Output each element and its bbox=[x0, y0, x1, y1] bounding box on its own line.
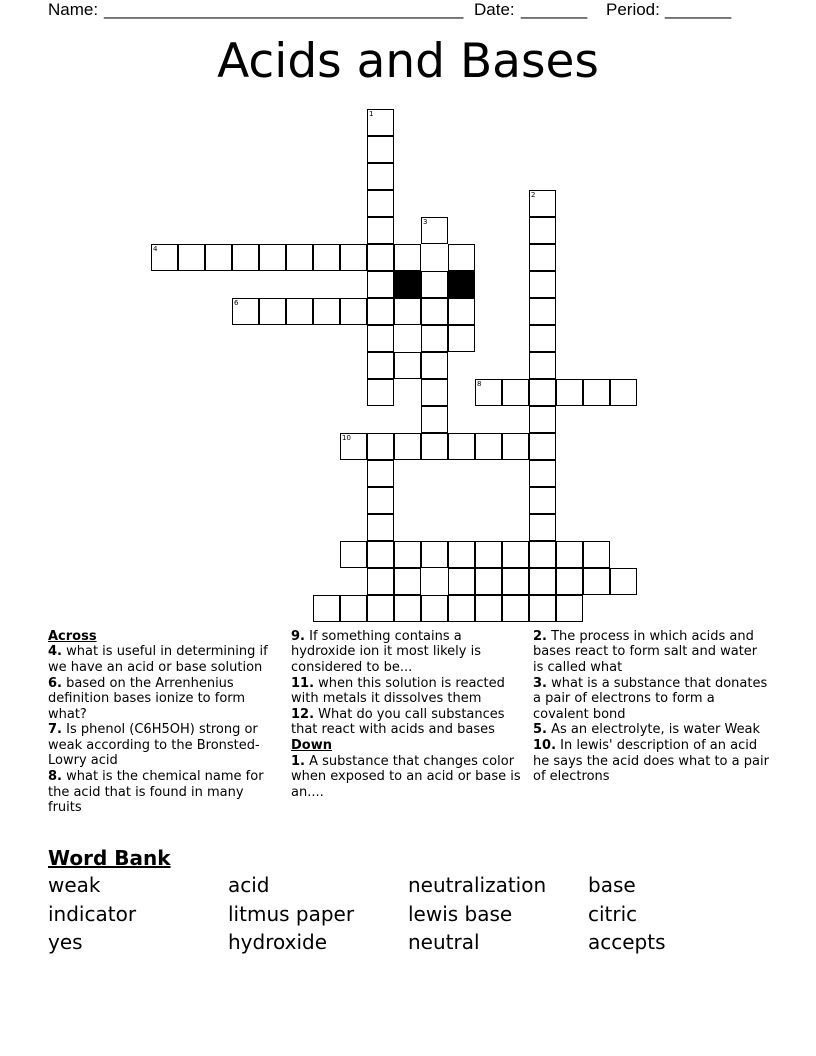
crossword-cell[interactable] bbox=[556, 541, 583, 568]
crossword-cell[interactable] bbox=[151, 244, 178, 271]
crossword-cell[interactable] bbox=[610, 379, 637, 406]
crossword-cell[interactable] bbox=[475, 379, 502, 406]
crossword-cell[interactable] bbox=[448, 541, 475, 568]
crossword-cell[interactable] bbox=[367, 298, 394, 325]
crossword-cell[interactable] bbox=[475, 541, 502, 568]
word-bank-item: accepts bbox=[588, 930, 666, 954]
crossword-cell[interactable] bbox=[556, 595, 583, 622]
crossword-cell[interactable] bbox=[529, 271, 556, 298]
across-heading: Across bbox=[48, 629, 97, 644]
date-label: Date: bbox=[474, 0, 515, 19]
crossword-cell[interactable] bbox=[367, 190, 394, 217]
crossword-cell[interactable] bbox=[367, 217, 394, 244]
clue-across-12: 12. What do you call substances that react with acids and bases bbox=[291, 707, 505, 738]
clue-down-3: 3. what is a substance that donates a pair of electrons to form a covalent bond bbox=[533, 675, 768, 722]
crossword-cell[interactable] bbox=[313, 595, 340, 622]
clue-across-7: 7. Is phenol (C6H5OH) strong or weak according to the Bronsted-Lowry acid bbox=[48, 722, 260, 769]
crossword-cell[interactable] bbox=[367, 109, 394, 136]
crossword-cell[interactable] bbox=[583, 541, 610, 568]
crossword-cell[interactable] bbox=[502, 595, 529, 622]
crossword-cell[interactable] bbox=[421, 595, 448, 622]
crossword-cell[interactable] bbox=[421, 325, 448, 352]
clue-across-9: 9. If something contains a hydroxide ion it most likely is considered to be... bbox=[291, 629, 481, 675]
crossword-cell[interactable] bbox=[448, 595, 475, 622]
word-bank-item: lewis base bbox=[408, 901, 513, 926]
crossword-cell[interactable] bbox=[475, 595, 502, 622]
page-title: Acids and Bases bbox=[217, 34, 599, 89]
crossword-cell[interactable] bbox=[367, 595, 394, 622]
crossword-cell[interactable] bbox=[529, 325, 556, 352]
crossword-cell[interactable] bbox=[529, 541, 556, 568]
clue-down-5: 5. As an electrolyte, is water Weak bbox=[533, 722, 761, 738]
crossword-cell[interactable] bbox=[583, 568, 610, 595]
crossword-cell[interactable] bbox=[556, 568, 583, 595]
crossword-cell[interactable] bbox=[529, 460, 556, 487]
crossword-cell[interactable] bbox=[529, 433, 556, 460]
clue-down-1: 1. A substance that changes color when exposed to an acid or base is an.... bbox=[291, 753, 521, 800]
crossword-cell[interactable] bbox=[529, 298, 556, 325]
clue-number: 6 bbox=[234, 299, 239, 307]
word-bank-item: acid bbox=[228, 873, 270, 897]
crossword-cell[interactable] bbox=[367, 136, 394, 163]
crossword-cell[interactable] bbox=[394, 244, 421, 271]
crossword-cell[interactable] bbox=[421, 352, 448, 379]
name-label: Name: bbox=[48, 0, 99, 19]
crossword-cell[interactable] bbox=[340, 595, 367, 622]
crossword-cell[interactable] bbox=[367, 352, 394, 379]
word-bank-item: citric bbox=[588, 901, 638, 926]
crossword-cell[interactable] bbox=[394, 433, 421, 460]
crossword-cell[interactable] bbox=[394, 568, 421, 595]
down-heading: Down bbox=[291, 738, 332, 754]
crossword-cell[interactable] bbox=[448, 433, 475, 460]
crossword-cell[interactable] bbox=[529, 244, 556, 271]
crossword-cell[interactable] bbox=[367, 460, 394, 487]
name-field[interactable]: ______________________________________ bbox=[104, 0, 464, 19]
crossword-cell[interactable] bbox=[232, 244, 259, 271]
word-bank-item: neutralization bbox=[408, 873, 547, 897]
word-bank-item: litmus paper bbox=[228, 901, 355, 926]
period-label: Period: bbox=[606, 0, 660, 19]
crossword-cell[interactable] bbox=[529, 406, 556, 433]
crossword-cell[interactable] bbox=[448, 568, 475, 595]
crossword-cell[interactable] bbox=[502, 541, 529, 568]
crossword-cell[interactable] bbox=[529, 379, 556, 406]
crossword-cell[interactable] bbox=[529, 487, 556, 514]
crossword-cell[interactable] bbox=[259, 244, 286, 271]
crossword-cell[interactable] bbox=[394, 595, 421, 622]
crossword-cell[interactable] bbox=[367, 568, 394, 595]
crossword-cell[interactable] bbox=[529, 217, 556, 244]
crossword-cell[interactable] bbox=[286, 244, 313, 271]
crossword-cell[interactable] bbox=[367, 325, 394, 352]
word-bank bbox=[48, 873, 768, 955]
crossword-cell[interactable] bbox=[205, 244, 232, 271]
crossword-cell[interactable] bbox=[367, 271, 394, 298]
crossword-cell[interactable] bbox=[529, 568, 556, 595]
crossword-block bbox=[448, 271, 475, 298]
clue-number: 8 bbox=[477, 380, 482, 388]
crossword-cell[interactable] bbox=[367, 379, 394, 406]
crossword-cell[interactable] bbox=[367, 244, 394, 271]
crossword-cell[interactable] bbox=[367, 487, 394, 514]
crossword-cell[interactable] bbox=[421, 433, 448, 460]
clue-down-10: 10. In lewis' description of an acid he says the acid does what to a pair of electrons bbox=[533, 738, 769, 785]
crossword-cell[interactable] bbox=[232, 298, 259, 325]
clues-column-3 bbox=[533, 629, 769, 785]
clue-across-6: 6. based on the Arrenhenius definition bases ionize to form what? bbox=[48, 675, 246, 722]
clue-number: 2 bbox=[531, 191, 536, 199]
word-bank-title: Word Bank bbox=[48, 846, 171, 870]
crossword-cell[interactable] bbox=[421, 406, 448, 433]
clues-column-2 bbox=[291, 629, 521, 800]
crossword-cell[interactable] bbox=[448, 244, 475, 271]
crossword-cell[interactable] bbox=[421, 541, 448, 568]
crossword-cell[interactable] bbox=[502, 433, 529, 460]
crossword-cell[interactable] bbox=[340, 433, 367, 460]
crossword-cell[interactable] bbox=[340, 541, 367, 568]
crossword-cell[interactable] bbox=[340, 244, 367, 271]
clues-column-1 bbox=[48, 629, 278, 816]
crossword-cell[interactable] bbox=[340, 298, 367, 325]
crossword-cell[interactable] bbox=[421, 298, 448, 325]
crossword-cell[interactable] bbox=[421, 271, 448, 298]
crossword-cell[interactable] bbox=[313, 298, 340, 325]
crossword-cell[interactable] bbox=[583, 379, 610, 406]
crossword-cell[interactable] bbox=[421, 379, 448, 406]
crossword-block bbox=[394, 271, 421, 298]
clue-across-11: 11. when this solution is reacted with metals it dissolves them bbox=[291, 675, 505, 707]
crossword-cell[interactable] bbox=[529, 595, 556, 622]
crossword-cell[interactable] bbox=[421, 217, 448, 244]
word-bank-item: yes bbox=[48, 930, 83, 954]
clue-number: 10 bbox=[342, 434, 351, 442]
crossword-cell[interactable] bbox=[367, 163, 394, 190]
crossword-cell[interactable] bbox=[448, 325, 475, 352]
crossword-cell[interactable] bbox=[529, 190, 556, 217]
crossword-cell[interactable] bbox=[394, 352, 421, 379]
crossword-cell[interactable] bbox=[502, 379, 529, 406]
crossword-cell[interactable] bbox=[502, 568, 529, 595]
period-field[interactable]: _______ bbox=[665, 0, 732, 19]
crossword-cell[interactable] bbox=[529, 352, 556, 379]
clue-number: 1 bbox=[369, 110, 374, 118]
crossword-cell[interactable] bbox=[367, 433, 394, 460]
crossword-cell[interactable] bbox=[448, 298, 475, 325]
clue-across-8: 8. what is the chemical name for the acid that is found in many fruits bbox=[48, 769, 264, 815]
crossword-cell[interactable] bbox=[394, 541, 421, 568]
word-bank-item: hydroxide bbox=[228, 930, 328, 954]
crossword-cell[interactable] bbox=[259, 298, 286, 325]
word-bank-item: base bbox=[588, 873, 636, 897]
date-field[interactable]: _______ bbox=[521, 0, 588, 19]
word-bank-item: neutral bbox=[408, 930, 480, 954]
clue-across-4: 4. what is useful in determining if we have an acid or base solution bbox=[48, 644, 268, 675]
word-bank-item: weak bbox=[48, 873, 101, 897]
crossword-cell[interactable] bbox=[610, 568, 637, 595]
crossword-cell[interactable] bbox=[475, 433, 502, 460]
crossword-cell[interactable] bbox=[286, 298, 313, 325]
clue-down-2: 2. The process in which acids and bases react to form salt and water is called what bbox=[533, 629, 758, 675]
word-bank-item: indicator bbox=[48, 901, 137, 926]
crossword-cell[interactable] bbox=[178, 244, 205, 271]
clue-number: 4 bbox=[153, 245, 158, 253]
crossword-cell[interactable] bbox=[529, 514, 556, 541]
crossword-cell[interactable] bbox=[367, 514, 394, 541]
clue-number: 3 bbox=[423, 218, 428, 226]
crossword-cell[interactable] bbox=[367, 541, 394, 568]
crossword-cell[interactable] bbox=[394, 298, 421, 325]
crossword-cell[interactable] bbox=[475, 568, 502, 595]
crossword-cell[interactable] bbox=[313, 244, 340, 271]
crossword-cell[interactable] bbox=[556, 379, 583, 406]
